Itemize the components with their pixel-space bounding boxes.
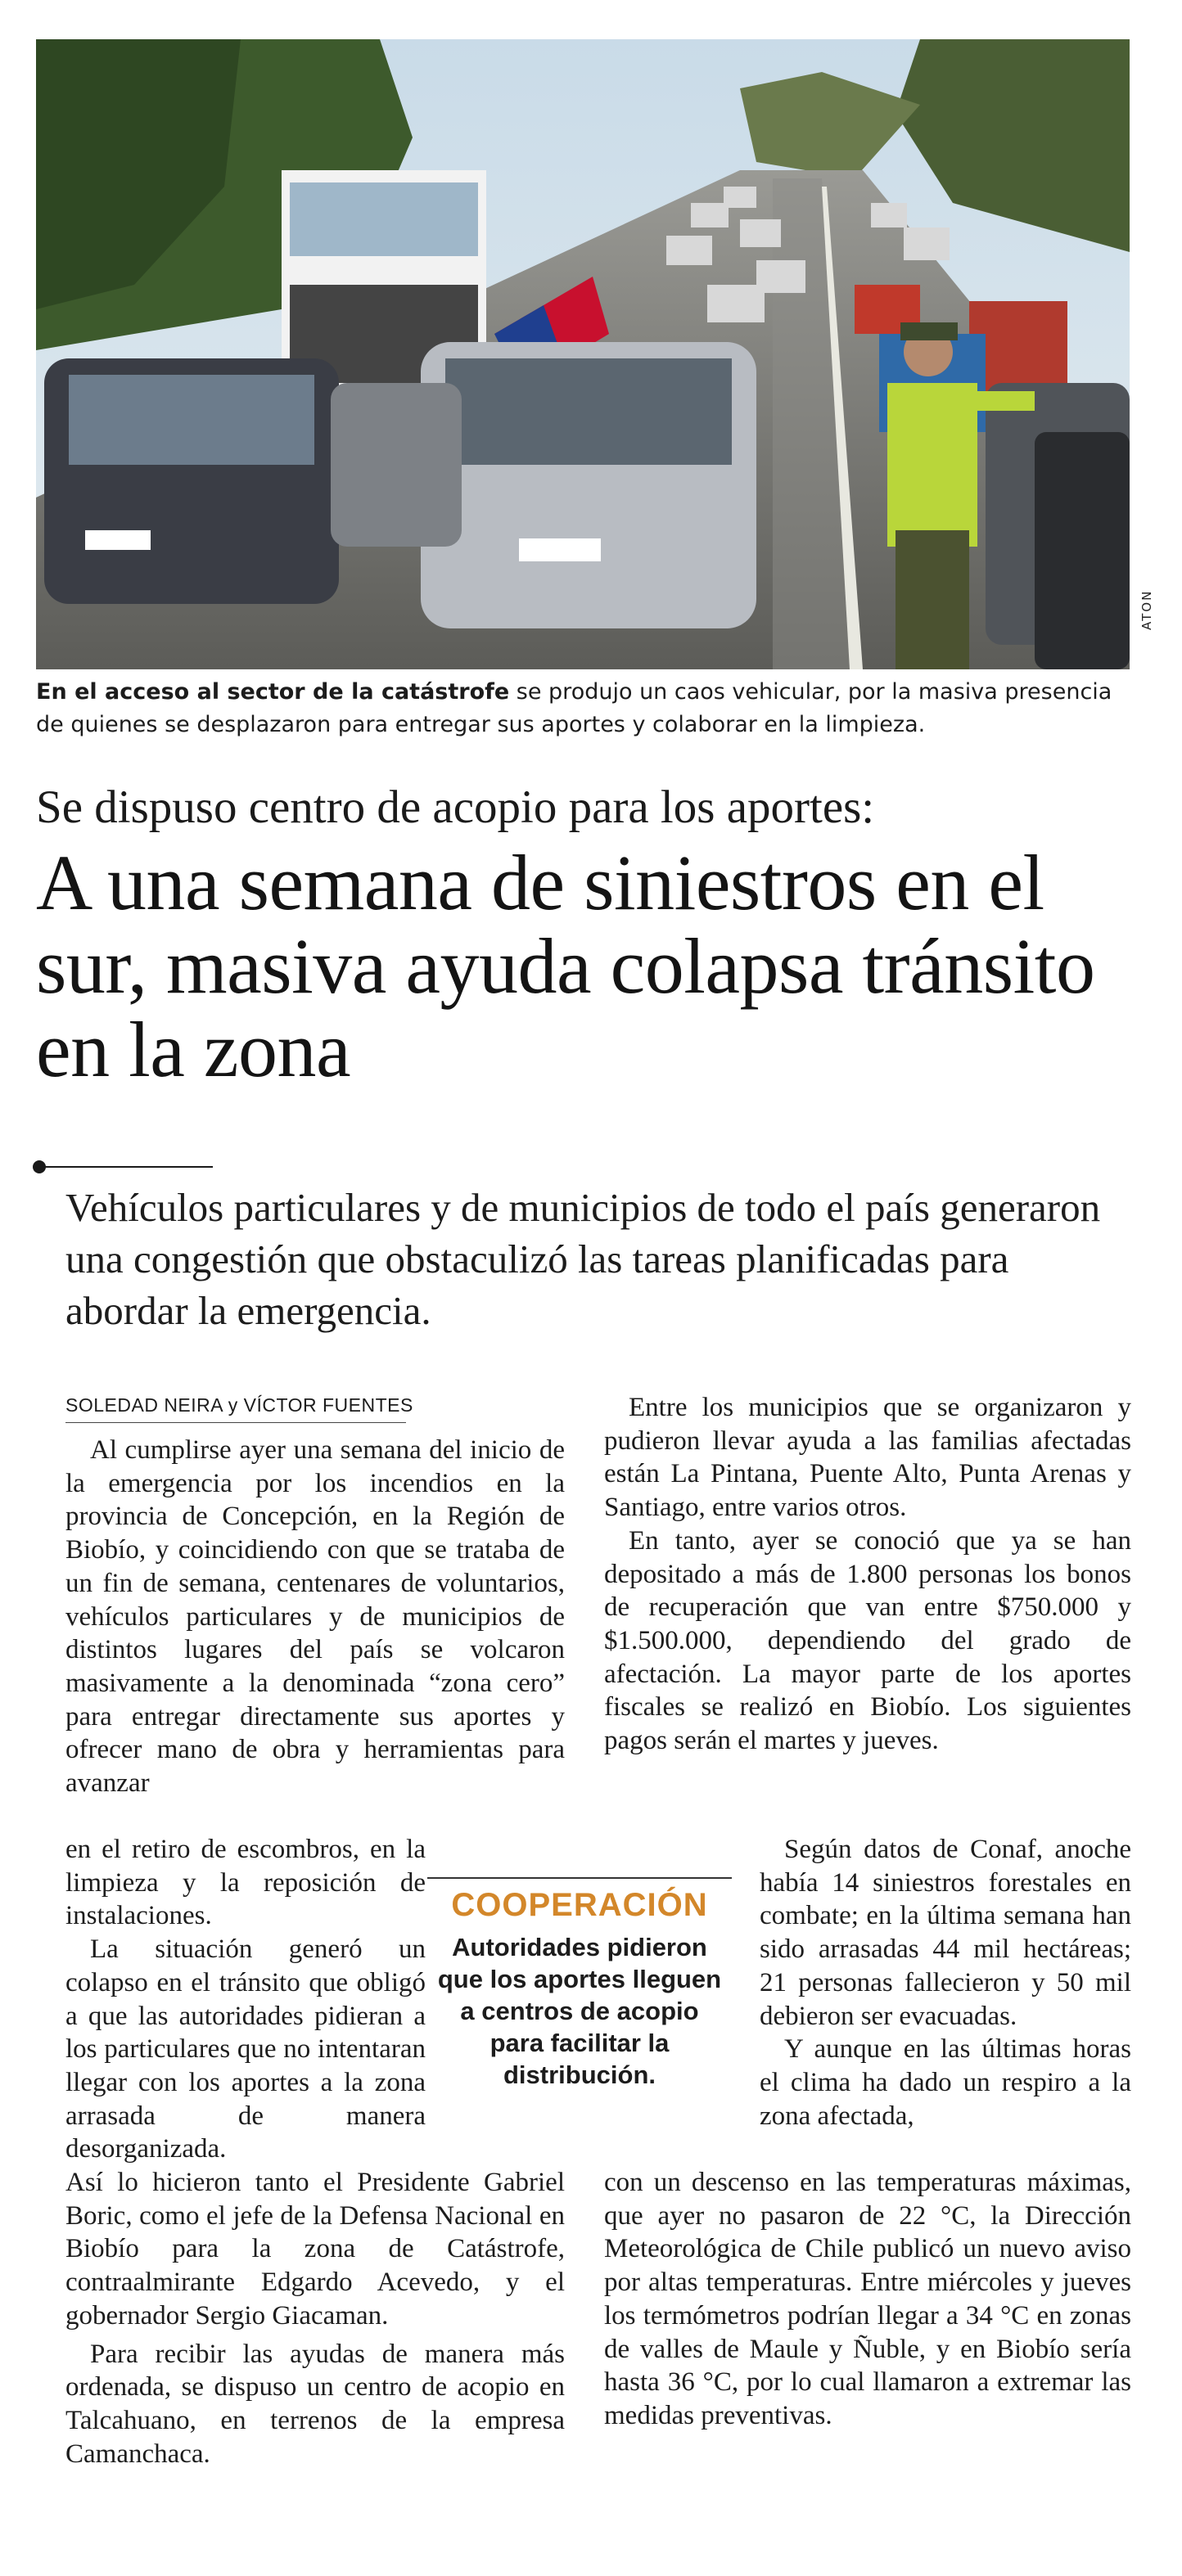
byline-rule	[65, 1422, 406, 1423]
column-1-middle	[65, 1833, 426, 2166]
photo-caption	[36, 676, 1141, 741]
caption-text: se produjo un caos vehicular, por la masiva presencia de quienes se desplazaron para entregar sus aportes y colaborar en la limpieza.	[36, 679, 1112, 737]
paragraph: La situación generó un colapso en el tránsito que obligó a que las autoridades pidieran a los particulares que no intentaran llegar con los aportes a la zona arrasada de manera desorganizada.	[65, 1934, 426, 2164]
paragraph: Para recibir las ayudas de manera más ordenada, se dispuso un centro de acopio en Talcahuano, en terrenos de la empresa Camanchaca.	[65, 2339, 565, 2469]
pull-quote-title: COOPERACIÓN	[451, 1887, 708, 1923]
pull-quote-text: Autoridades pidieron que los aportes lleguen a centros de acopio para facilitar la distribución.	[437, 1933, 722, 2089]
kicker: Se dispuso centro de acopio para los aportes:	[36, 781, 875, 833]
paragraph: Entre los municipios que se organizaron y pudieron llevar ayuda a las familias afectadas están La Pintana, Puente Alto, Punta Arenas y Santiago, entre varios otros.	[604, 1393, 1131, 1523]
paragraph: Así lo hicieron tanto el Presidente Gabriel Boric, como el jefe de la Defensa Nacional en Biobío para la zona de Catástrofe, contraalmirante Edgardo Acevedo, y el gobernador Sergio Giacaman.	[65, 2168, 565, 2331]
caption-lead: En el acceso al sector de la catástrofe	[36, 679, 510, 705]
column-2-top	[604, 1391, 1131, 1758]
column-1-top	[65, 1434, 565, 1800]
paragraph: Y aunque en las últimas horas el clima ha dado un respiro a la zona afectada,	[760, 2034, 1131, 2131]
traffic-jam-illustration	[36, 39, 1130, 669]
photo-credit: ATON	[1139, 589, 1154, 630]
pull-quote-box	[427, 1877, 732, 2116]
byline: SOLEDAD NEIRA y VÍCTOR FUENTES	[65, 1394, 413, 1416]
news-photo	[36, 39, 1130, 669]
section-rule	[39, 1166, 213, 1168]
column-1-bottom	[65, 2166, 565, 2470]
column-2-bottom	[604, 2166, 1131, 2433]
column-2-middle	[760, 1833, 1131, 2132]
headline: A una semana de siniestros en el sur, masiva ayuda colapsa tránsito en la zona	[36, 839, 1095, 1093]
paragraph: en el retiro de escombros, en la limpieza y la reposición de instalaciones.	[65, 1835, 426, 1931]
paragraph: En tanto, ayer se conoció que ya se han depositado a más de 1.800 personas los bonos de recuperación que van entre $750.000 y $1.500.000, dependiendo del grado de afectación. La mayor parte de los aportes fiscales se realizó en Biobío. Los siguientes pagos serán el martes y jueves.	[604, 1525, 1131, 1756]
deck: Vehículos particulares y de municipios de todo el país generaron una congestión que obstaculizó las tareas planificadas para abordar la emergencia.	[65, 1185, 1101, 1333]
paragraph: con un descenso en las temperaturas máximas, que ayer no pasaron de 22 °C, la Dirección Meteorológica de Chile publicó un nuevo aviso por altas temperaturas. Entre miércoles y jueves los termómetros podrían llegar a 34 °C en zonas de valles de Maule y Ñuble, y en Biobío sería hasta 36 °C, por lo cual llamaron a extremar las medidas preventivas.	[604, 2168, 1131, 2430]
box-rule	[427, 1877, 732, 1879]
paragraph: Según datos de Conaf, anoche había 14 siniestros forestales en combate; en la última semana han sido arrasadas 44 mil hectáreas; 21 personas fallecieron y 50 mil debieron ser evacuadas.	[760, 1835, 1131, 2031]
paragraph: Al cumplirse ayer una semana del inicio de la emergencia por los incendios en la provincia de Concepción, en la Región de Biobío, y coincidiendo con que se trataba de un fin de semana, centenares de voluntarios, vehículos particulares y de municipios de distintos lugares del país se volcaron masivamente a la denominada “zona cero” para entregar directamente sus aportes y ofrecer mano de obra y herramientas para avanzar	[65, 1435, 565, 1799]
